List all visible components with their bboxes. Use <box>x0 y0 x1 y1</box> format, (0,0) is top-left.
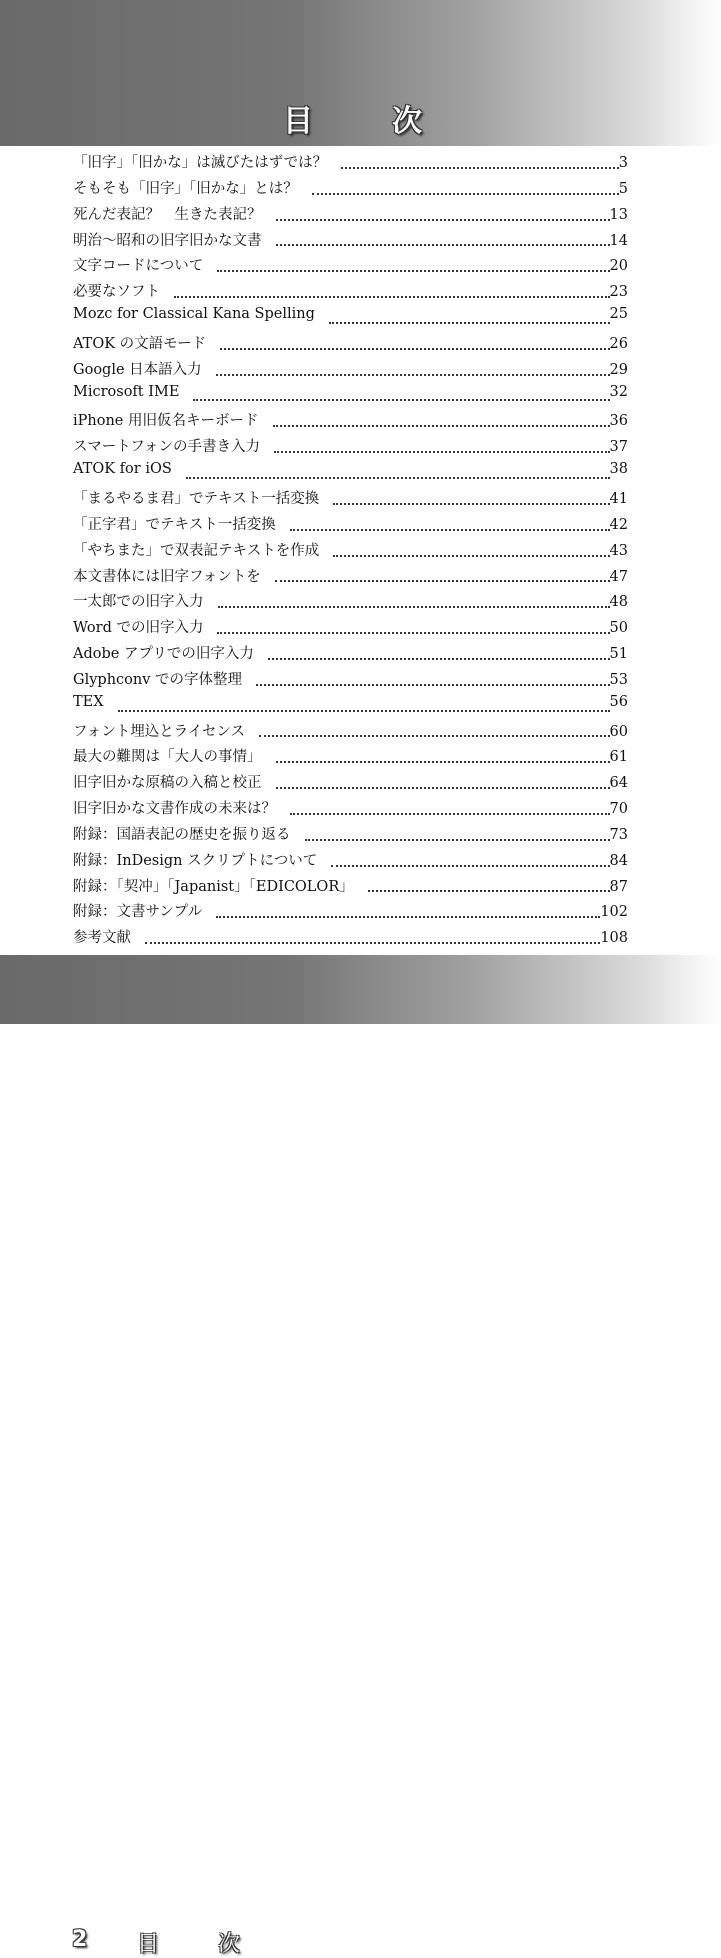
leader-dots <box>274 451 609 453</box>
toc-entry-page: 25 <box>609 306 628 323</box>
leader-dots <box>118 710 610 712</box>
toc-entry[interactable] <box>73 720 628 746</box>
toc-entry-title: 「旧字」「旧かな」は滅びたはずでは？ <box>73 155 328 171</box>
leader-dots <box>275 580 610 582</box>
page-title: 目 <box>283 104 313 139</box>
toc-entry-page: 14 <box>609 232 628 249</box>
toc-entry[interactable] <box>73 875 628 901</box>
toc-entry-title: 参考文献 <box>73 930 131 947</box>
toc-entry-page: 84 <box>609 852 628 869</box>
toc-entry-title: 「まるやるま君」でテキスト一括変換 <box>73 490 320 507</box>
toc-entry-title: 旧字旧かな原稿の入稿と校正 <box>73 775 262 792</box>
toc-entry-title: 文字コードについて <box>73 258 204 275</box>
toc-entry-title: 「やちまた」で双表記テキストを作成 <box>73 542 320 559</box>
toc-entry-title: TEX <box>73 693 104 710</box>
toc-entry-page: 32 <box>609 383 628 400</box>
toc-entry[interactable] <box>73 332 628 358</box>
toc-entry[interactable] <box>73 229 628 255</box>
toc-entry[interactable] <box>73 151 628 177</box>
leader-dots <box>268 658 610 660</box>
toc-entry-title: ATOK for iOS <box>73 461 172 478</box>
toc-entry-page: 3 <box>618 155 628 171</box>
toc-entry-title: Word での旧字入力 <box>73 620 204 637</box>
toc-entry[interactable] <box>73 823 628 849</box>
toc-entry[interactable] <box>73 254 628 280</box>
toc-entry[interactable] <box>73 668 628 694</box>
toc-entry[interactable] <box>73 694 628 720</box>
toc-entry-page: 41 <box>609 490 628 507</box>
leader-dots <box>220 348 609 350</box>
toc-entry-title: そもそも「旧字」「旧かな」とは？ <box>73 180 298 197</box>
leader-dots <box>331 865 609 867</box>
leader-dots <box>217 632 609 634</box>
toc-entry-title: 附録：「契冲」「Japanist」「EDICOLOR」 <box>73 878 354 895</box>
toc-entry-page: 48 <box>609 594 628 611</box>
toc-entry-page: 36 <box>609 413 628 430</box>
toc-entry-title: Microsoft IME <box>73 383 180 400</box>
toc-entry-page: 61 <box>609 749 628 766</box>
toc-entry-page: 102 <box>600 904 628 921</box>
toc-entry-page: 13 <box>609 206 628 223</box>
toc-entry-page: 26 <box>609 335 628 352</box>
leader-dots <box>216 374 610 376</box>
toc-entry[interactable] <box>73 280 628 306</box>
toc-entry-title: Adobe アプリでの旧字入力 <box>73 646 254 663</box>
toc-entry-title: Google 日本語入力 <box>73 361 202 378</box>
toc-entry-title: 死んだ表記？ 生きた表記？ <box>73 206 262 223</box>
leader-dots <box>368 890 610 892</box>
toc-entry-page: 37 <box>609 439 628 456</box>
toc-entry[interactable] <box>73 203 628 229</box>
toc-entry[interactable] <box>73 409 628 435</box>
page-title-2: 次 <box>392 104 422 139</box>
toc-entry-title: スマートフォンの手書き入力 <box>73 439 261 456</box>
toc-entry-page: 73 <box>609 826 628 843</box>
toc-entry-page: 108 <box>600 930 628 947</box>
toc-entry-title: Mozc for Classical Kana Spelling <box>73 306 315 323</box>
toc-entry-page: 51 <box>609 646 628 663</box>
toc-entry-page: 23 <box>609 284 628 301</box>
toc-entry[interactable] <box>73 461 628 487</box>
toc-entry-page: 20 <box>609 258 628 275</box>
toc-entry-title: iPhone 用旧仮名キーボード <box>73 413 259 430</box>
toc-entry[interactable] <box>73 306 628 332</box>
leader-dots <box>329 322 610 324</box>
leader-dots <box>193 399 609 401</box>
toc-entry-title: 附録：文書サンプル <box>73 904 203 921</box>
leader-dots <box>290 813 610 815</box>
leader-dots <box>333 555 609 557</box>
toc-entry-title: 旧字旧かな文書作成の未来は？ <box>73 801 276 818</box>
toc-entry[interactable] <box>73 435 628 461</box>
toc-entry[interactable] <box>73 797 628 823</box>
toc-entry-page: 50 <box>609 620 628 637</box>
header-band <box>0 0 721 146</box>
toc-entry-title: 一太郎での旧字入力 <box>73 594 204 611</box>
toc-entry[interactable] <box>73 358 628 384</box>
toc-entry[interactable] <box>73 849 628 875</box>
toc-entry-title: 必要なソフト <box>73 284 160 301</box>
toc-entry-page: 43 <box>609 542 628 559</box>
leader-dots <box>276 787 610 789</box>
toc-entry-title: 附録：InDesign スクリプトについて <box>73 852 318 869</box>
leader-dots <box>290 529 610 531</box>
toc-entry[interactable] <box>73 177 628 203</box>
toc-entry[interactable] <box>73 771 628 797</box>
toc-entry-page: 87 <box>609 878 628 895</box>
leader-dots <box>341 167 619 169</box>
leader-dots <box>273 425 610 427</box>
leader-dots <box>174 296 610 298</box>
leader-dots <box>276 219 610 221</box>
toc-entry-title: フォント埋込とライセンス <box>73 723 245 740</box>
toc-entry-title: 「正字君」でテキスト一括変換 <box>73 516 276 533</box>
toc-entry[interactable] <box>73 513 628 539</box>
toc-entry-page: 42 <box>609 516 628 533</box>
leader-dots <box>217 270 609 272</box>
toc-entry-title: ATOK の文語モード <box>73 335 207 352</box>
toc-entry-page: 53 <box>609 671 628 688</box>
toc-entry-title: 附録：国語表記の歴史を振り返る <box>73 826 291 843</box>
toc-entry-title: 最大の難関は「大人の事情」 <box>73 749 262 766</box>
leader-dots <box>312 193 619 195</box>
toc-entry[interactable] <box>73 642 628 668</box>
toc-entry-page: 5 <box>618 180 628 197</box>
toc-entry-title: 明治〜昭和の旧字旧かな文書 <box>73 232 262 249</box>
toc-entry-title: 本文書体には旧字フォントを <box>73 568 261 585</box>
toc-entry[interactable] <box>73 900 628 926</box>
footer-label: 目 <box>137 1932 160 1957</box>
table-of-contents <box>73 151 628 952</box>
toc-entry-page: 38 <box>609 461 628 478</box>
footer-band <box>0 955 721 1957</box>
leader-dots <box>333 503 609 505</box>
leader-dots <box>216 916 600 918</box>
toc-entry-title: Glyphconv での字体整理 <box>73 671 243 688</box>
leader-dots <box>305 839 610 841</box>
toc-entry-page: 70 <box>609 801 628 818</box>
leader-dots <box>276 761 610 763</box>
leader-dots <box>186 477 610 479</box>
toc-entry[interactable] <box>73 590 628 616</box>
toc-entry[interactable] <box>73 926 628 952</box>
footer-label-2: 次 <box>218 1932 241 1957</box>
toc-entry[interactable] <box>73 539 628 565</box>
toc-entry-page: 56 <box>609 693 628 710</box>
toc-entry[interactable] <box>73 384 628 410</box>
leader-dots <box>145 942 600 944</box>
toc-entry[interactable] <box>73 565 628 591</box>
toc-entry-page: 29 <box>609 361 628 378</box>
leader-dots <box>276 244 610 246</box>
leader-dots <box>218 606 610 608</box>
page-number: 2 <box>72 1927 88 1952</box>
toc-entry[interactable] <box>73 745 628 771</box>
toc-entry[interactable] <box>73 487 628 513</box>
leader-dots <box>256 684 610 686</box>
toc-entry[interactable] <box>73 616 628 642</box>
toc-entry-page: 60 <box>609 723 628 740</box>
toc-entry-page: 47 <box>609 568 628 585</box>
leader-dots <box>259 735 610 737</box>
toc-entry-page: 64 <box>609 775 628 792</box>
